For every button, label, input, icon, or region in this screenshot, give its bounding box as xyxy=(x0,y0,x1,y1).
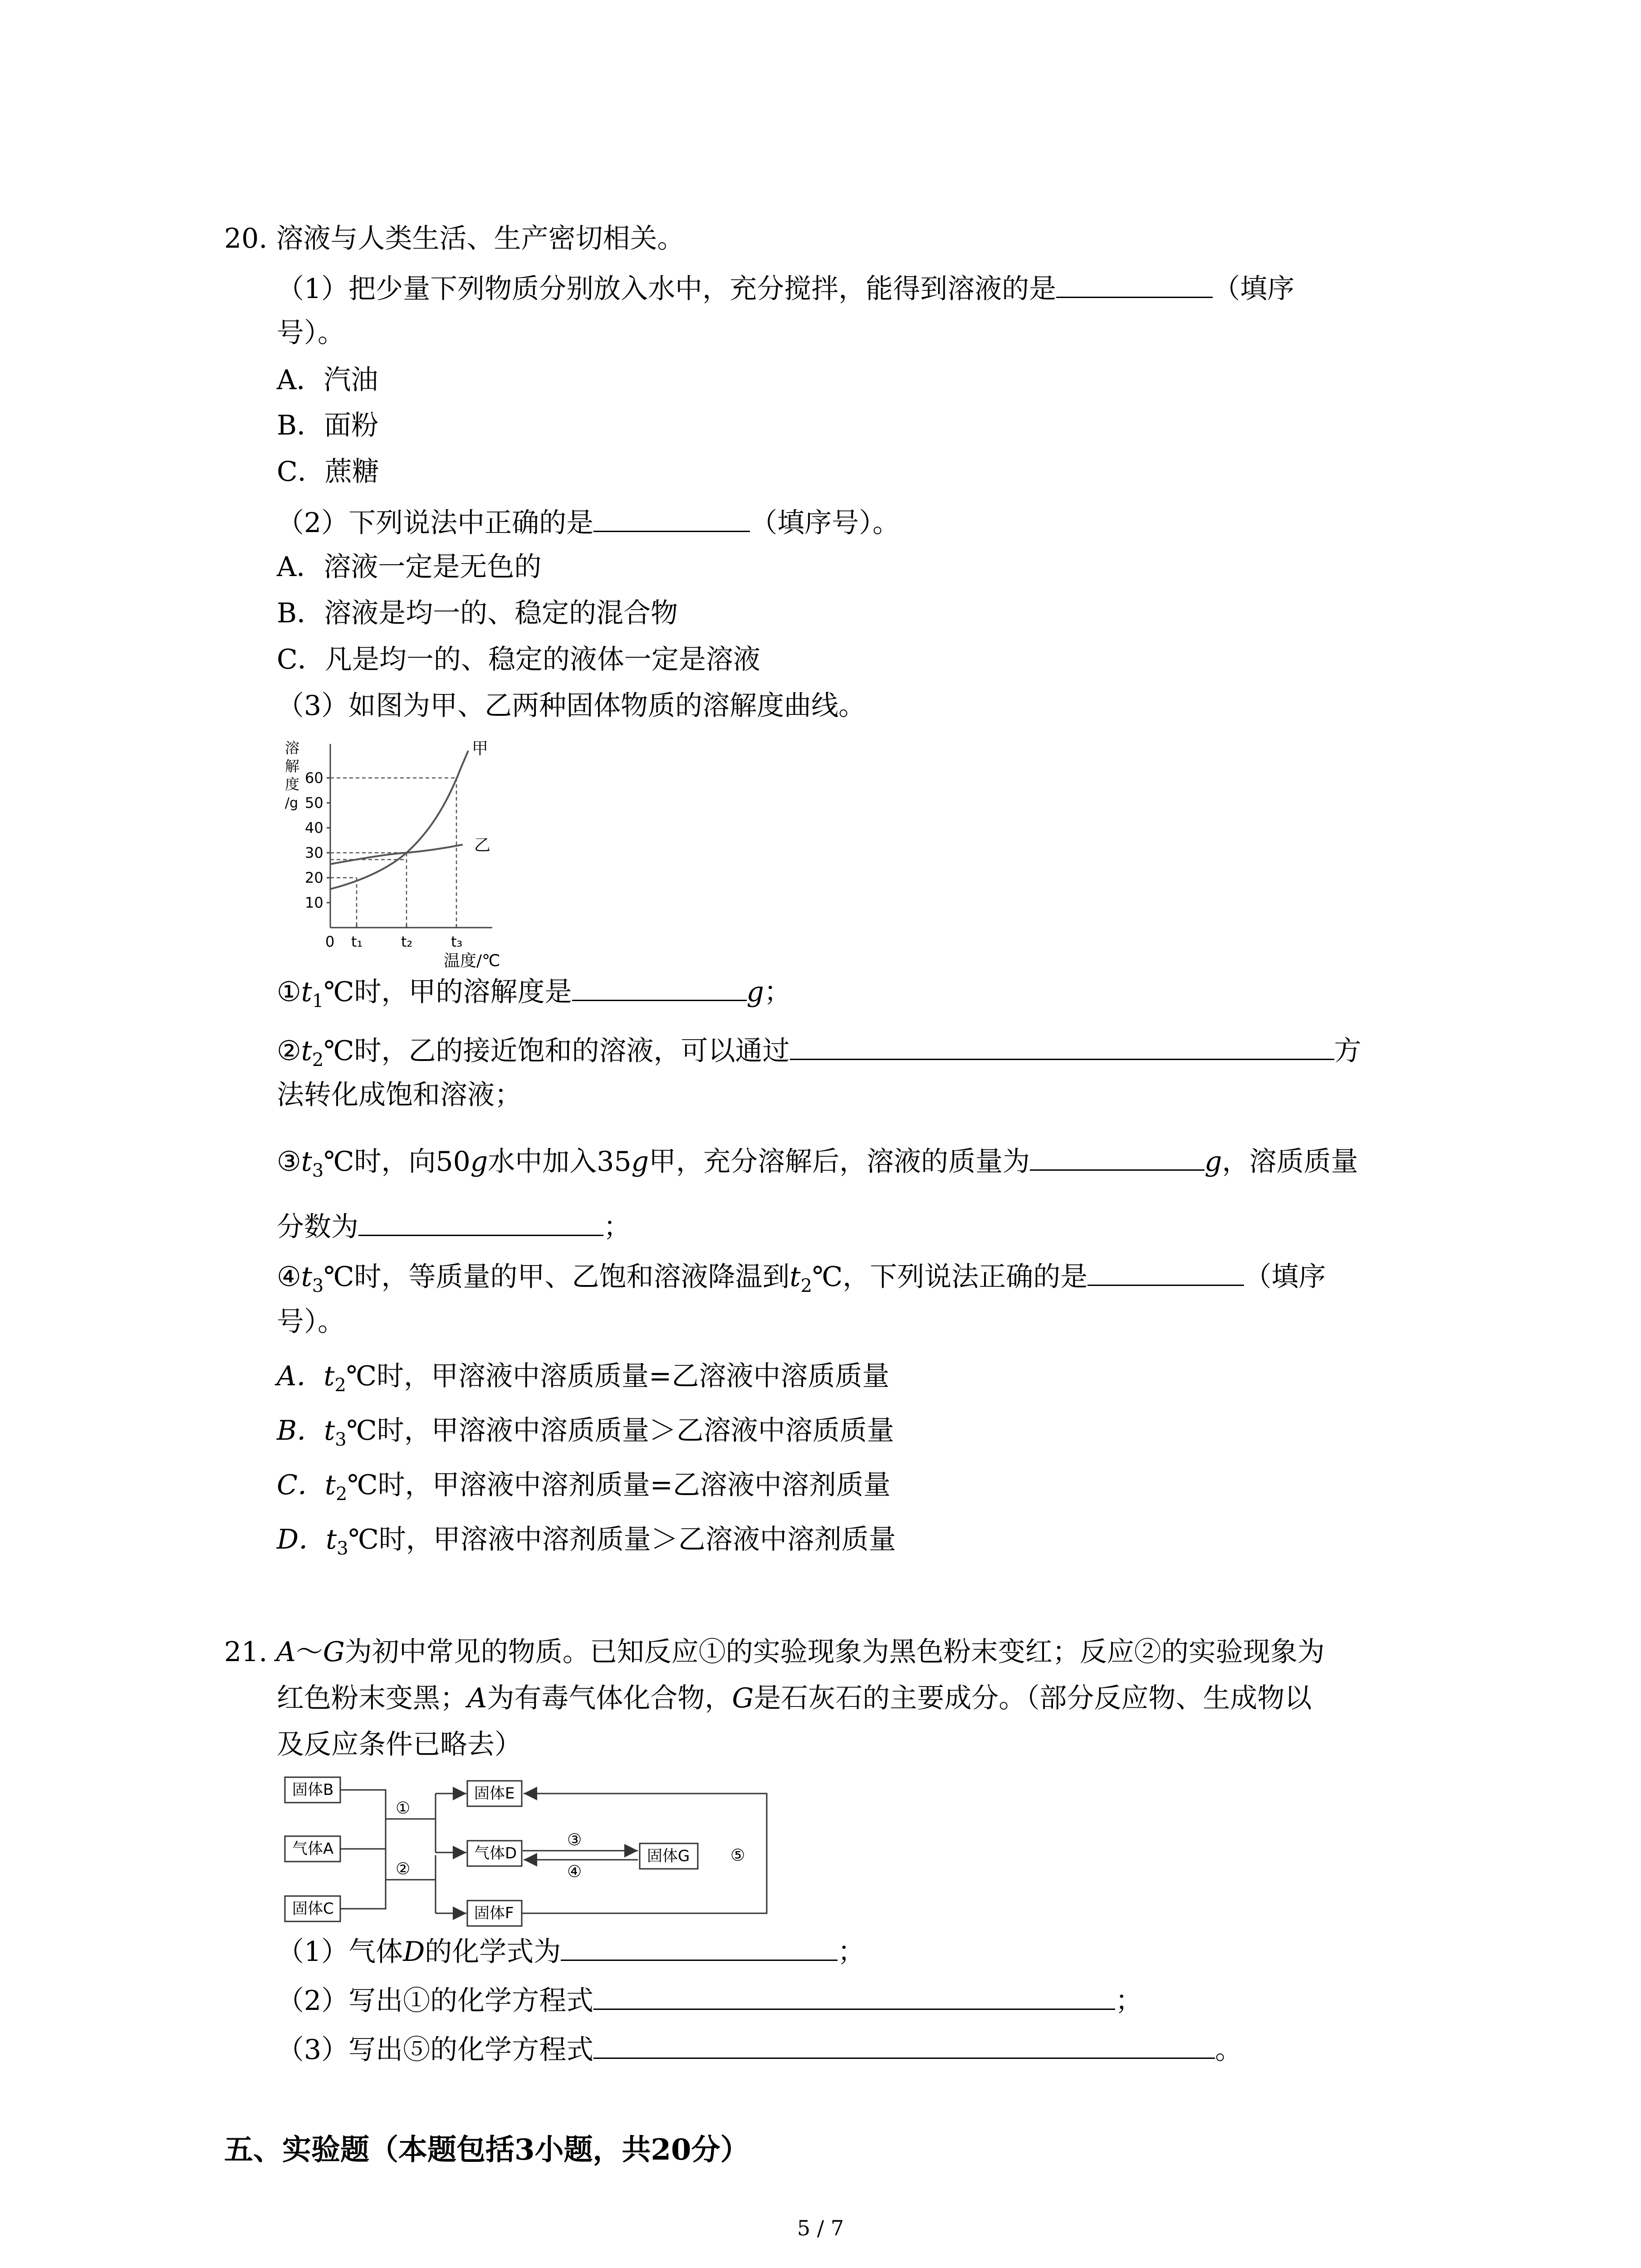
label-reaction-4: ④ xyxy=(567,1862,582,1881)
series-label-yi: 乙 xyxy=(474,836,491,855)
curve-jia xyxy=(330,751,468,889)
label-solid-g: 固体G xyxy=(647,1847,690,1865)
q20-part1-option-a: A．汽油 xyxy=(277,364,378,396)
label-gas-a: 气体A xyxy=(292,1840,334,1858)
q20-part1: （1）把少量下列物质分别放入水中，充分搅拌，能得到溶液的是 （填序 xyxy=(277,270,1294,306)
q20-sub4-answer-blank[interactable] xyxy=(1087,1258,1244,1286)
label-solid-c: 固体C xyxy=(292,1900,334,1918)
q20-sub4-option-d: D．$t_3℃$时，甲溶液中溶剂质量＞乙溶液中溶剂质量 xyxy=(277,1524,896,1559)
label-reaction-3: ③ xyxy=(567,1831,582,1849)
label-solid-e: 固体E xyxy=(474,1784,515,1803)
solubility-curve-chart xyxy=(272,726,526,980)
q20-sub2: $②t_2℃$时，乙的接近饱和的溶液，可以通过 方 xyxy=(277,1032,1362,1077)
x-origin: 0 xyxy=(325,933,335,950)
q20-sub4-option-a: A．$t_2℃$时，甲溶液中溶质质量=乙溶液中溶质质量 xyxy=(277,1360,890,1396)
xtick-t2: t₂ xyxy=(401,933,413,950)
q21-line1: 21. A～G为初中常见的物质。已知反应①的实验现象为黑色粉末变红；反应②的实验现象为 xyxy=(224,1636,1325,1668)
ytick-20: 20 xyxy=(305,869,323,886)
ytick-40: 40 xyxy=(305,819,323,836)
q21-part1: （1）气体D的化学式为 ； xyxy=(277,1933,865,1969)
q20-part2: （2）下列说法中正确的是 （填序号）。 xyxy=(277,504,900,540)
q20-part2-option-b: B．溶液是均一的、稳定的混合物 xyxy=(277,597,678,629)
q20-sub3-cont: 分数为 ； xyxy=(277,1208,631,1244)
q21-part3: （3）写出⑤的化学方程式 。 xyxy=(277,2031,1242,2067)
ylabel-char-4: /g xyxy=(285,795,299,811)
guide-lines xyxy=(330,778,456,928)
section-5-heading: 五、实验题（本题包括3小题，共20分） xyxy=(224,2133,749,2167)
q20-part3: （3）如图为甲、乙两种固体物质的溶解度曲线。 xyxy=(277,690,866,722)
xtick-t3: t₃ xyxy=(451,933,463,950)
ytick-10: 10 xyxy=(305,894,323,911)
ytick-30: 30 xyxy=(305,844,323,861)
ylabel-char-2: 解 xyxy=(285,758,300,775)
ylabel-char-1: 溶 xyxy=(285,739,300,757)
q21-part2-answer-blank[interactable] xyxy=(593,1982,1115,2010)
q20-sub4-option-b: B．$t_3℃$时，甲溶液中溶质质量＞乙溶液中溶质质量 xyxy=(277,1415,894,1450)
label-reaction-2: ② xyxy=(396,1860,411,1878)
q20-part1-text: （1）把少量下列物质分别放入水中，充分搅拌，能得到溶液的是 xyxy=(277,273,1057,305)
q20-sub2-cont: 法转化成饱和溶液； xyxy=(277,1079,522,1111)
q20-sub1: $①t_1℃$时，甲的溶解度是 g； xyxy=(277,973,791,1018)
q21-part1-answer-blank[interactable] xyxy=(561,1933,838,1961)
bracket-reaction-1 xyxy=(340,1790,386,1849)
label-reaction-5: ⑤ xyxy=(730,1846,745,1865)
q20-part1-answer-blank[interactable] xyxy=(1056,270,1213,298)
label-solid-f: 固体F xyxy=(474,1904,514,1922)
q20-part1-option-c: C．蔗糖 xyxy=(277,456,379,488)
series-label-jia: 甲 xyxy=(472,739,489,758)
q20-sub3-fraction-blank[interactable] xyxy=(358,1208,603,1236)
q20-part1-option-b: B．面粉 xyxy=(277,410,379,441)
q20-title: 20. 溶液与人类生活、生产密切相关。 xyxy=(224,223,685,254)
q20-sub4: $④t_3℃$时，等质量的甲、乙饱和溶液降温到$t_2℃$，下列说法正确的是 （填序 xyxy=(277,1258,1326,1303)
bracket-reaction-2 xyxy=(340,1849,386,1909)
xtick-t1: t₁ xyxy=(351,933,363,950)
q20-sub2-answer-blank[interactable] xyxy=(790,1032,1334,1060)
ytick-50: 50 xyxy=(305,794,323,811)
page-number: 5 / 7 xyxy=(797,2216,844,2240)
label-solid-b: 固体B xyxy=(292,1781,334,1799)
q20-sub4-cont: 号）。 xyxy=(277,1306,345,1338)
q21-part2: （2）写出①的化学方程式 ； xyxy=(277,1982,1142,2018)
q20-sub4-option-c: C．$t_2℃$时，甲溶液中溶剂质量=乙溶液中溶剂质量 xyxy=(277,1469,891,1505)
q20-sub3: $③t_3℃$时，向50g水中加入35g甲，充分溶解后，溶液的质量为 g，溶质质量 xyxy=(277,1143,1358,1188)
ylabel-char-3: 度 xyxy=(285,776,300,793)
q20-part1-cont: 号）。 xyxy=(277,317,345,349)
q21-line2: 红色粉末变黑；A为有毒气体化合物，G是石灰石的主要成分。（部分反应物、生成物以 xyxy=(277,1682,1312,1714)
arrow-f-to-e xyxy=(522,1794,767,1913)
label-gas-d: 气体D xyxy=(474,1844,517,1862)
x-axis-label: 温度/℃ xyxy=(444,952,500,970)
reaction-flow-diagram xyxy=(272,1769,780,1941)
ytick-60: 60 xyxy=(305,769,323,787)
q21-line3: 及反应条件已略去） xyxy=(277,1729,522,1760)
q20-part2-option-c: C．凡是均一的、稳定的液体一定是溶液 xyxy=(277,644,760,675)
q20-part2-answer-blank[interactable] xyxy=(593,504,750,532)
q20-part2-option-a: A．溶液一定是无色的 xyxy=(277,551,542,583)
q20-sub3-mass-blank[interactable] xyxy=(1030,1143,1205,1171)
q21-part3-answer-blank[interactable] xyxy=(593,2031,1215,2059)
label-reaction-1: ① xyxy=(396,1799,411,1818)
q20-sub1-answer-blank[interactable] xyxy=(572,973,747,1001)
